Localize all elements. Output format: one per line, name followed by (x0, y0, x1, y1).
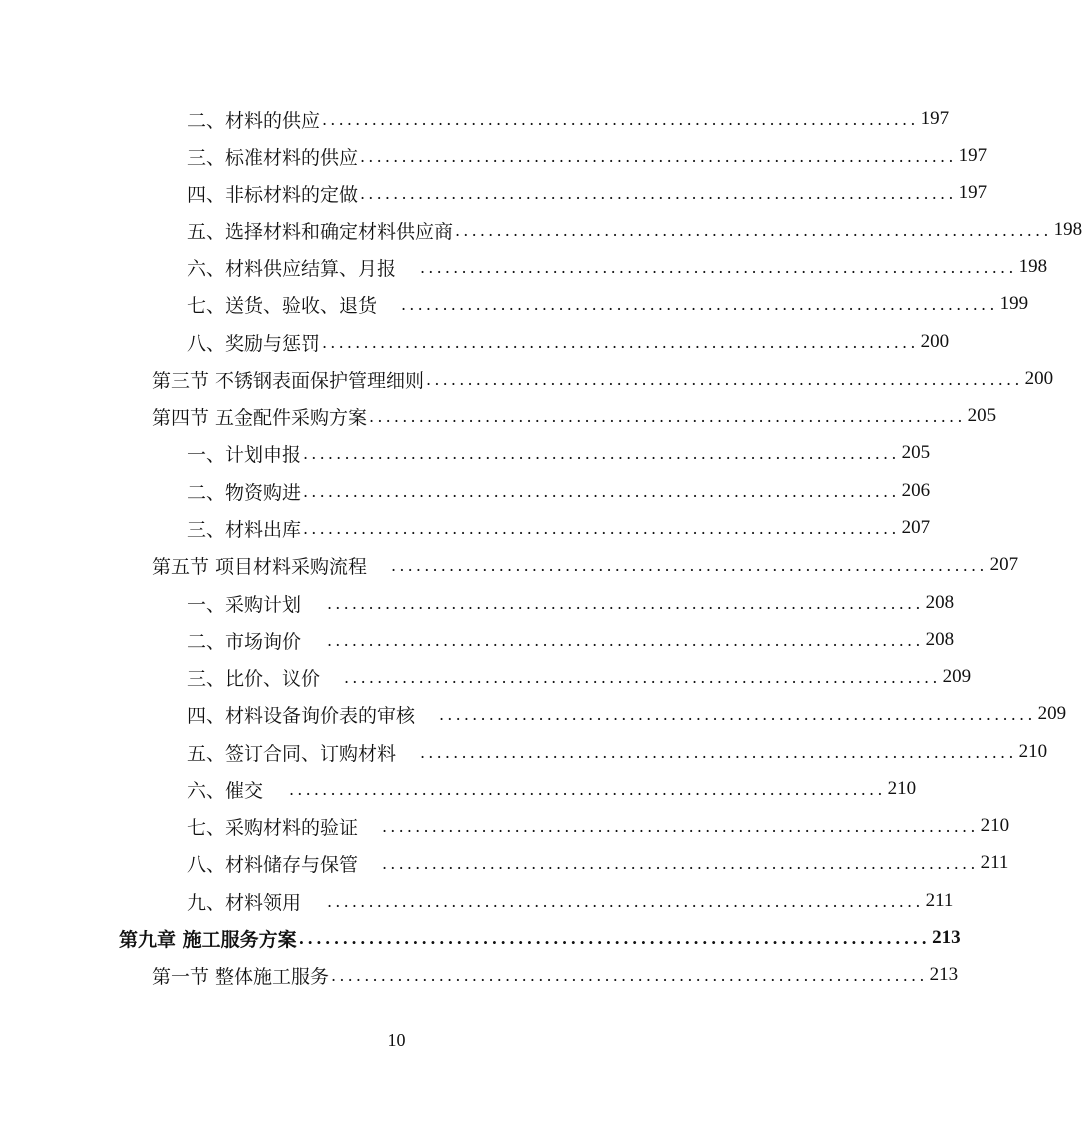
toc-entry-label: 六、催交 (187, 779, 264, 802)
toc-entry-label: 五、签订合同、订购材料 (187, 742, 397, 765)
toc-entry[interactable] (187, 436, 931, 470)
dot-leader: ........................................................................ (289, 779, 886, 799)
toc-entry-page: 198 (1053, 219, 1082, 240)
toc-entry-label: 三、材料出库 (187, 518, 302, 541)
toc-entry-page: 210 (1018, 741, 1048, 762)
toc-entry[interactable] (152, 362, 1054, 396)
dot-leader: ........................................................................ (322, 109, 919, 129)
toc-entry[interactable] (187, 213, 1082, 247)
toc-entry-page: 207 (989, 554, 1019, 575)
dot-leader: ........................................................................ (382, 853, 979, 873)
toc-entry-label: 六、材料供应结算、月报 (187, 257, 397, 280)
toc-entry[interactable] (187, 697, 1067, 731)
dot-leader: ........................................................................ (360, 146, 957, 166)
toc-entry[interactable] (187, 623, 955, 657)
toc-entry[interactable] (152, 399, 997, 433)
toc-entry-page: 197 (958, 145, 988, 166)
dot-leader: ........................................................................ (327, 593, 924, 613)
dot-leader: ........................................................................ (331, 965, 928, 985)
dot-leader: ........................................................................ (303, 443, 900, 463)
toc-entry-page: 205 (901, 442, 931, 463)
toc-entry-label: 第四节 五金配件采购方案 (152, 406, 368, 429)
toc-entry[interactable] (187, 884, 954, 918)
toc-entry-label: 九、材料领用 (187, 891, 302, 914)
toc-entry[interactable] (187, 809, 1010, 843)
toc-entry-page: 213 (932, 927, 961, 948)
toc-entry-page: 209 (942, 666, 972, 687)
dot-leader: ........................................................................ (455, 220, 1052, 240)
dot-leader: ........................................................................ (401, 294, 998, 314)
toc-entry-label: 七、采购材料的验证 (187, 816, 359, 839)
toc-entry-page: 197 (920, 108, 950, 129)
toc-entry[interactable] (187, 176, 988, 210)
toc-entry[interactable] (187, 250, 1048, 284)
dot-leader: ........................................................................ (327, 630, 924, 650)
toc-entry-label: 四、非标材料的定做 (187, 183, 359, 206)
toc-entry[interactable] (187, 660, 972, 694)
toc-entry-label: 二、市场询价 (187, 630, 302, 653)
toc-entry-label: 一、采购计划 (187, 593, 302, 616)
dot-leader: ........................................................................ (360, 183, 957, 203)
dot-leader: ........................................................................ (420, 257, 1017, 277)
dot-leader: ........................................................................ (344, 667, 941, 687)
dot-leader: ........................................................................ (420, 742, 1017, 762)
dot-leader: ........................................................................ (382, 816, 979, 836)
dot-leader: ........................................................................ (322, 332, 919, 352)
toc-entry[interactable] (187, 474, 931, 508)
toc-entry[interactable] (187, 325, 950, 359)
dot-leader: ........................................................................ (303, 481, 900, 501)
toc-entry-page: 200 (920, 331, 950, 352)
toc-entry[interactable] (152, 548, 1019, 582)
toc-chapter-entry[interactable] (119, 921, 961, 955)
toc-entry-label: 四、材料设备询价表的审核 (187, 704, 416, 727)
toc-entry-page: 210 (887, 778, 917, 799)
toc-entry[interactable] (187, 735, 1048, 769)
dot-leader: ........................................................................ (369, 406, 966, 426)
toc-entry-label: 第一节 整体施工服务 (152, 965, 330, 988)
toc-entry-page: 199 (999, 293, 1029, 314)
toc-entry-page: 213 (929, 964, 959, 985)
toc-entry-page: 200 (1024, 368, 1054, 389)
toc-entry-label: 三、标准材料的供应 (187, 146, 359, 169)
page-number: 10 (387, 1030, 406, 1050)
toc-entry-page: 208 (925, 629, 955, 650)
toc-entry-label: 七、送货、验收、退货 (187, 294, 378, 317)
toc-entry-label: 第九章 施工服务方案 (119, 928, 297, 951)
toc-entry-page: 211 (980, 852, 1009, 873)
toc-entry-label: 第五节 项目材料采购流程 (152, 555, 368, 578)
toc-entry-page: 198 (1018, 256, 1048, 277)
toc-entry[interactable] (152, 958, 959, 992)
toc-entry-page: 205 (967, 405, 997, 426)
dot-leader: ........................................................................ (439, 704, 1036, 724)
toc-entry[interactable] (187, 102, 950, 136)
toc-entry-page: 206 (901, 480, 931, 501)
toc-entry-label: 一、计划申报 (187, 443, 302, 466)
toc-entry-page: 197 (958, 182, 988, 203)
dot-leader: ........................................................................ (303, 518, 900, 538)
toc-entry[interactable] (187, 586, 955, 620)
toc-entry[interactable] (187, 511, 931, 545)
toc-entry-page: 209 (1037, 703, 1067, 724)
toc-entry[interactable] (187, 772, 917, 806)
toc-entry-label: 三、比价、议价 (187, 667, 321, 690)
dot-leader: ........................................................................ (391, 555, 988, 575)
toc-entry-label: 二、物资购进 (187, 481, 302, 504)
toc-entry-page: 210 (980, 815, 1010, 836)
toc-entry[interactable] (187, 846, 1009, 880)
dot-leader: ........................................................................ (298, 928, 931, 948)
dot-leader: ........................................................................ (327, 891, 924, 911)
toc-entry-page: 211 (925, 890, 954, 911)
toc-entry-label: 第三节 不锈钢表面保护管理细则 (152, 369, 425, 392)
toc-entry-label: 五、选择材料和确定材料供应商 (187, 220, 454, 243)
toc-entry[interactable] (187, 139, 988, 173)
toc-entry-label: 八、奖励与惩罚 (187, 332, 321, 355)
toc-entry-page: 208 (925, 592, 955, 613)
toc-entry-label: 八、材料储存与保管 (187, 853, 359, 876)
toc-entry-label: 二、材料的供应 (187, 109, 321, 132)
dot-leader: ........................................................................ (426, 369, 1023, 389)
toc-entry[interactable] (187, 287, 1029, 321)
toc-entry-page: 207 (901, 517, 931, 538)
